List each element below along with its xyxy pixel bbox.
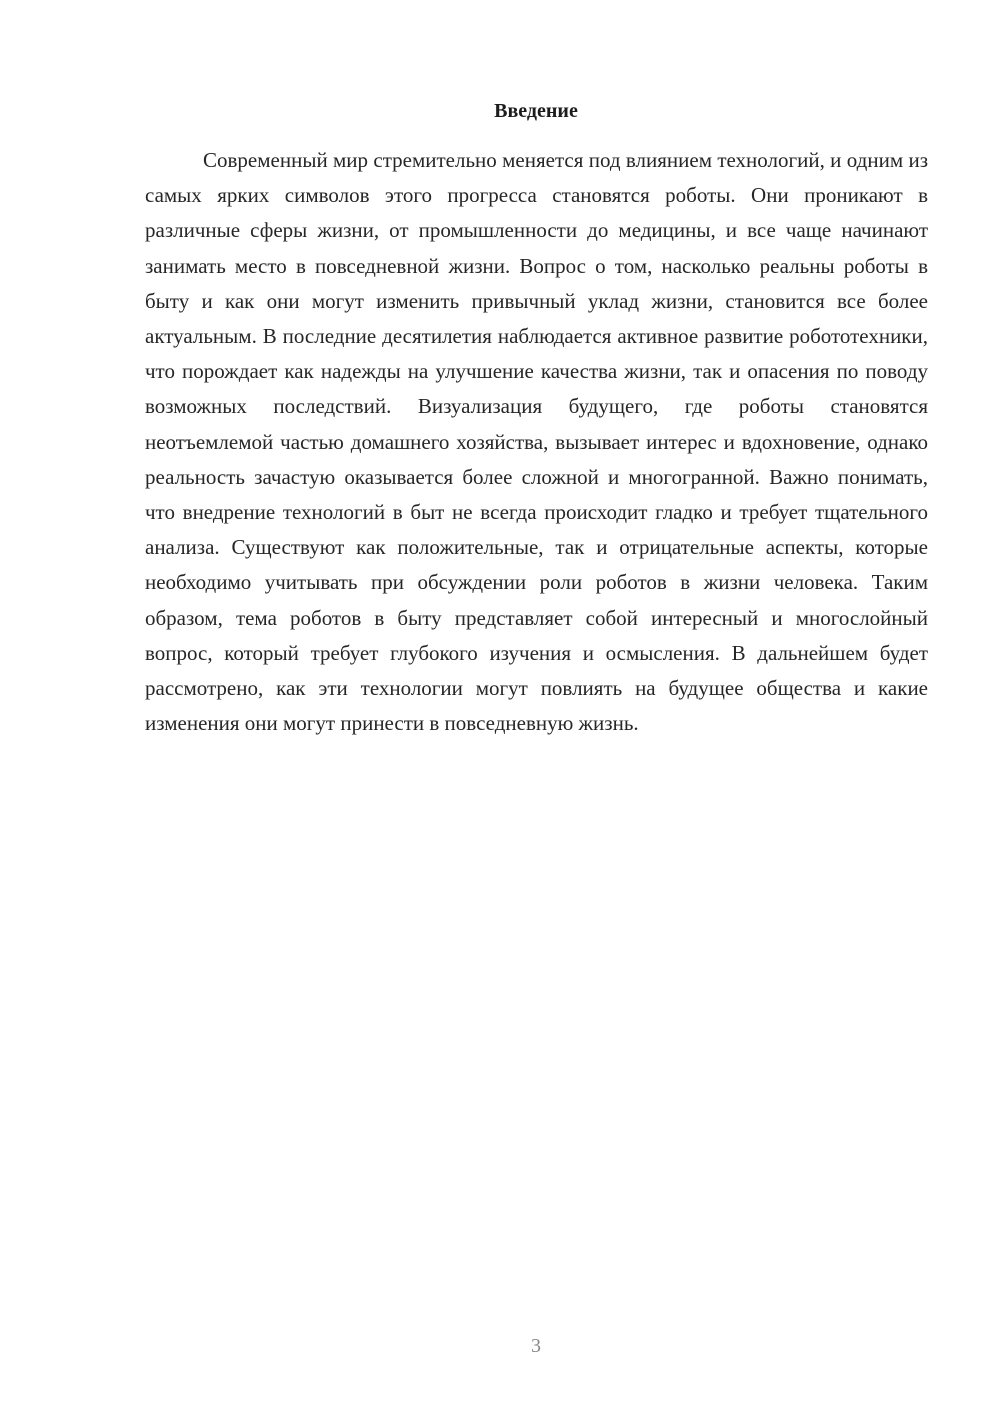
page-number: 3: [531, 1335, 541, 1357]
introduction-paragraph: Современный мир стремительно меняется под влиянием технологий, и одним из самых ярких символов этого прогресса становятся роботы. Они проникают в различные сферы жизни, от промышленности до медицины, и все чаще начинают занимать место в повседневной жизни. Вопрос о том, насколько реальны роботы в быту и как они могут изменить привычный уклад жизни, становится все более актуальным. В последние десятилетия наблюдается активное развитие робототехники, что порождает как надежды на улучшение качества жизни, так и опасения по поводу возможных последствий. Визуализация будущего, где роботы становятся неотъемлемой частью домашнего хозяйства, вызывает интерес и вдохновение, однако реальность зачастую оказывается более сложной и многогранной. Важно понимать, что внедрение технологий в быт не всегда происходит гладко и требует тщательного анализа. Существуют как положительные, так и отрицательные аспекты, которые необходимо учитывать при обсуждении роли роботов в жизни человека. Таким образом, тема роботов в быту представляет собой интересный и многослойный вопрос, который требует глубокого изучения и осмысления. В дальнейшем будет рассмотрено, как эти технологии могут повлиять на будущее общества и какие изменения они могут принести в повседневную жизнь.: [145, 148, 928, 736]
section-heading: Введение: [494, 100, 578, 122]
